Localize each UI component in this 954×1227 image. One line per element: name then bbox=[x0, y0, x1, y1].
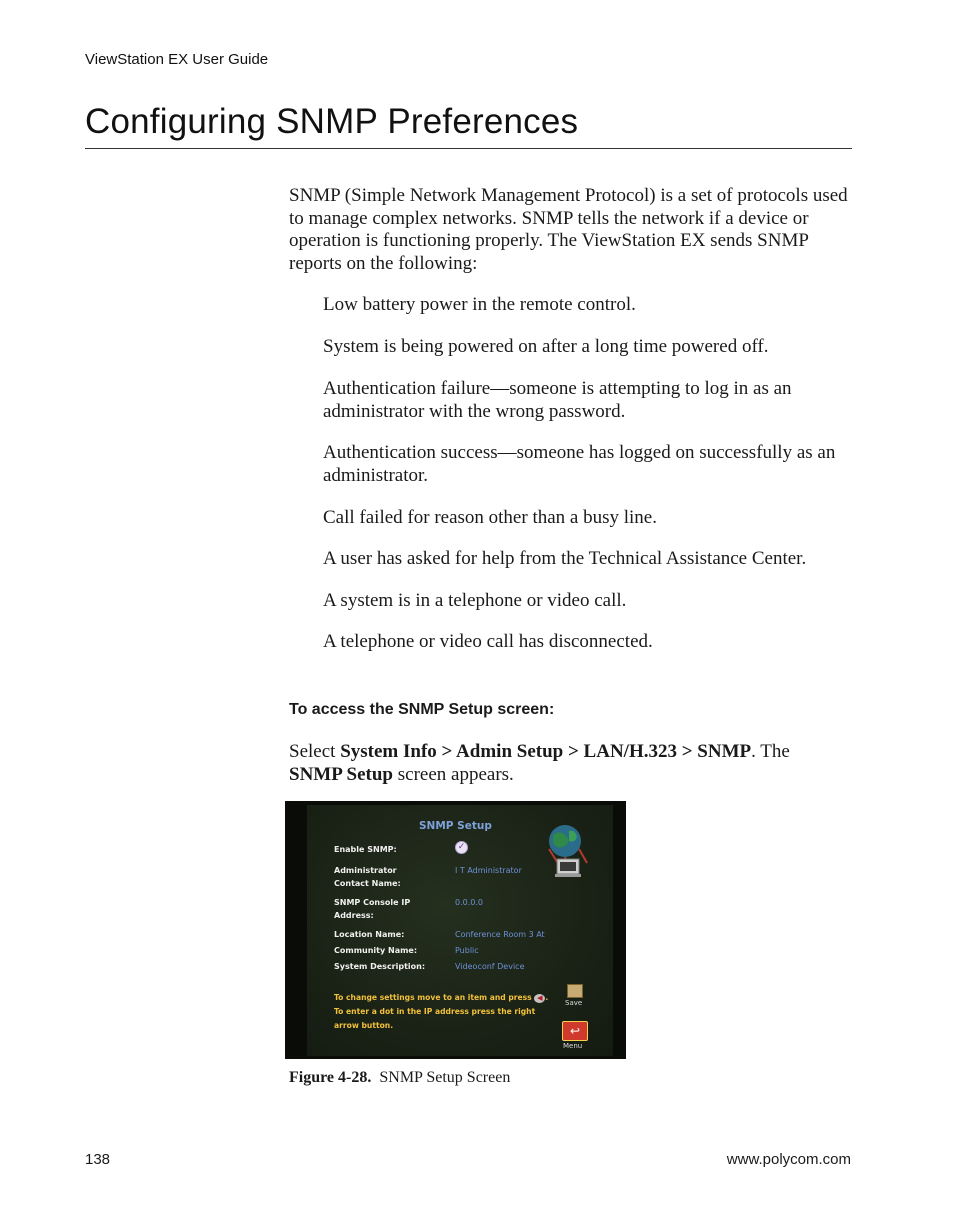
select-button-icon: ◀ bbox=[534, 994, 545, 1003]
help-part2: . To enter a dot in the IP address press the right arrow button. bbox=[334, 993, 549, 1030]
report-item: A system is in a telephone or video call. bbox=[323, 590, 627, 611]
page-number: 138 bbox=[85, 1151, 111, 1168]
field-label: Location Name: bbox=[334, 930, 405, 939]
report-item: Authentication success—someone has logged on successfully as an administrator. bbox=[323, 442, 836, 486]
field-value: Conference Room 3 At bbox=[455, 930, 545, 939]
save-label: Save bbox=[565, 999, 583, 1007]
report-item: Call failed for reason other than a busy line. bbox=[323, 507, 657, 528]
help-text bbox=[334, 991, 549, 1033]
menu-icon: ↩ bbox=[562, 1021, 588, 1041]
field-value: Videoconf Device bbox=[455, 962, 525, 971]
field-value: 0.0.0.0 bbox=[455, 898, 483, 907]
procedure-step bbox=[289, 741, 829, 786]
enable-snmp-label: Enable SNMP: bbox=[334, 845, 397, 854]
figure-number: Figure 4-28. bbox=[289, 1069, 372, 1086]
field-label: Community Name: bbox=[334, 946, 418, 955]
network-globe-icon bbox=[539, 819, 601, 881]
figure-caption-text: SNMP Setup Screen bbox=[379, 1069, 511, 1086]
enable-snmp-checkbox: ✓ bbox=[455, 841, 468, 854]
report-item: A user has asked for help from the Technical Assistance Center. bbox=[323, 548, 807, 569]
footer-url: www.polycom.com bbox=[726, 1151, 851, 1168]
title-rule bbox=[85, 148, 852, 149]
screen-name: SNMP Setup bbox=[289, 763, 393, 785]
snmp-setup-screenshot bbox=[285, 801, 626, 1059]
report-item: A telephone or video call has disconnected. bbox=[323, 631, 653, 652]
help-part1: To change settings move to an item and press bbox=[334, 993, 535, 1002]
section-title: Configuring SNMP Preferences bbox=[85, 102, 579, 141]
procedure-heading: To access the SNMP Setup screen: bbox=[289, 701, 555, 718]
menu-path: System Info > Admin Setup > LAN/H.323 > SNMP bbox=[340, 741, 752, 762]
field-label: SNMP Console IP Address: bbox=[334, 898, 411, 920]
report-item: Low battery power in the remote control. bbox=[323, 294, 636, 315]
step-mid: . The bbox=[751, 741, 790, 762]
step-prefix: Select bbox=[289, 741, 341, 762]
field-label: Administrator Contact Name: bbox=[334, 866, 401, 888]
screen-title: SNMP Setup bbox=[419, 820, 492, 832]
figure-caption bbox=[289, 1069, 510, 1087]
save-icon bbox=[567, 984, 583, 998]
menu-label: Menu bbox=[563, 1042, 583, 1050]
report-item: Authentication failure—someone is attempting to log in as an administrator with the wrong password. bbox=[323, 378, 792, 422]
step-suffix: screen appears. bbox=[393, 763, 514, 785]
running-header: ViewStation EX User Guide bbox=[85, 51, 269, 68]
intro-paragraph: SNMP (Simple Network Management Protocol) is a set of protocols used to manage complex networks. SNMP tells the network if a device or operation is functioning properly. The ViewStation EX sends SNMP reports on the following: bbox=[289, 185, 848, 274]
field-value: Public bbox=[455, 946, 479, 955]
field-value: I T Administrator bbox=[455, 866, 522, 875]
field-label: System Description: bbox=[334, 962, 426, 971]
report-item: System is being powered on after a long time powered off. bbox=[323, 336, 769, 357]
